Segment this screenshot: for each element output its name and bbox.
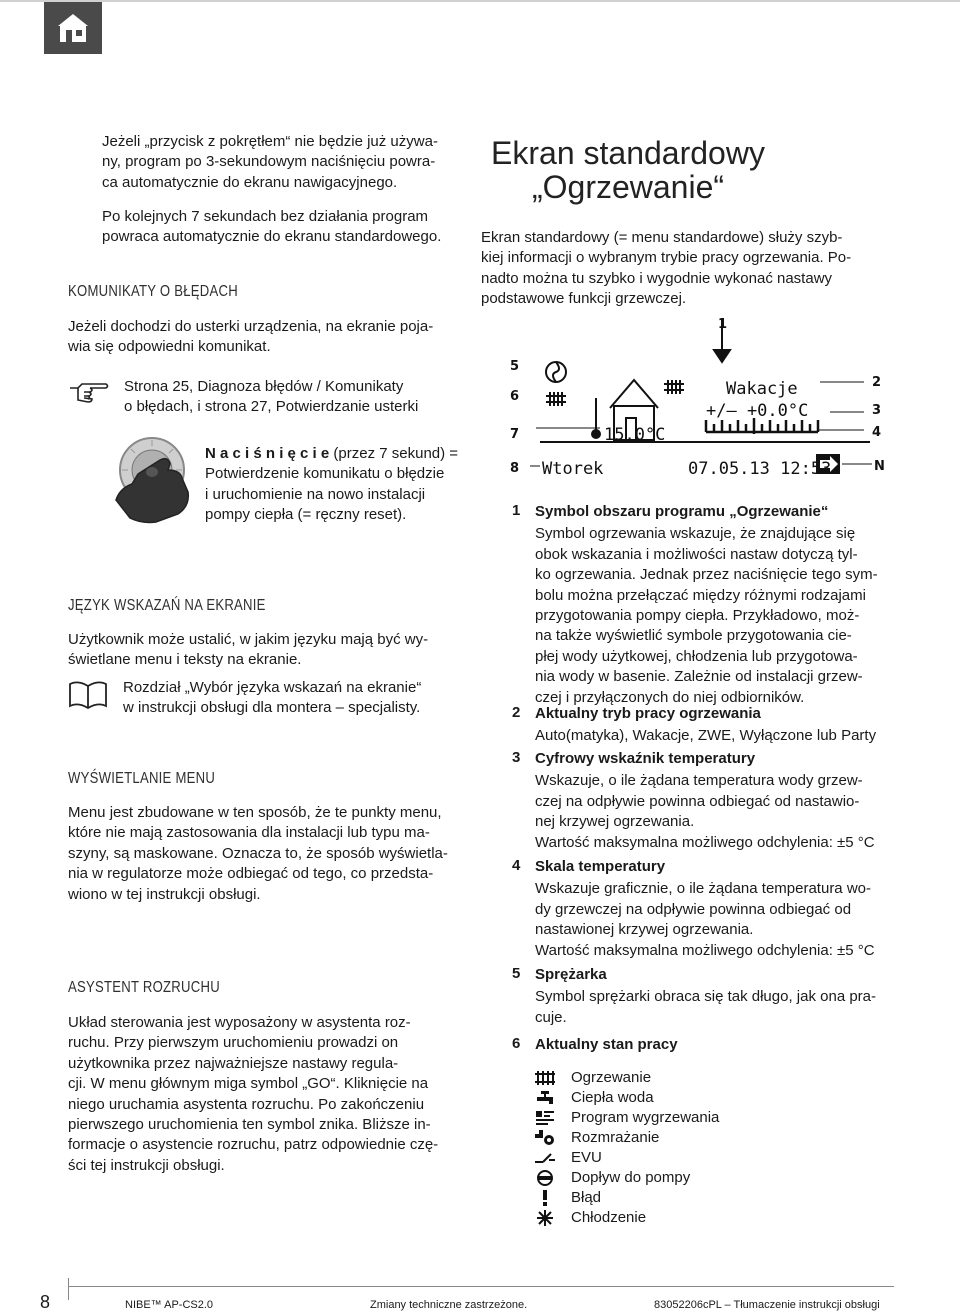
standard-screen-diagram [500, 312, 900, 488]
exclamation-icon [535, 1190, 555, 1206]
book-paragraph [123, 678, 460, 719]
press-first-line [205, 444, 460, 464]
footer-note: Zmiany techniczne zastrzeżone. [370, 1299, 528, 1311]
pointing-hand-icon [68, 380, 110, 406]
text-line: Auto(matyka), Wakacje, ZWE, Wyłączone lub Party [535, 727, 877, 745]
item-6-number: 6 [512, 1035, 521, 1052]
text-line: bolu można przełączać między różnymi rodzajami [535, 586, 866, 604]
item-4 [535, 857, 895, 961]
legend-label: Chłodzenie [571, 1209, 647, 1226]
legend-row-heating-program [535, 1108, 795, 1128]
press-paragraph [205, 444, 460, 526]
text-line: ko ogrzewania. Jednak przez naciśnięcie tego sym- [535, 566, 878, 584]
text-line: Wartość maksymalna możliwego odchylenia: ±5 °C [535, 941, 875, 959]
text-line: w instrukcji obsługi dla montera – specjalisty. [123, 699, 421, 717]
text-line: nia w regulatorze może odbiegać od tego, co przedsta- [68, 865, 434, 883]
errors-heading: KOMUNIKATY O BŁĘDACH [68, 283, 238, 300]
text-line: kiej informacji o wybranym trybie pracy ogrzewania. Po- [481, 249, 852, 267]
legend-row-hot-water [535, 1088, 795, 1108]
text-line: ruchu. Przy pierwszym uruchomieniu prowadzi on [68, 1034, 399, 1052]
text-line: użytkownika przez najważniejsze nastawy regula- [68, 1054, 399, 1072]
legend-label: Błąd [571, 1189, 602, 1206]
legend-label: Dopływ do pompy [571, 1169, 691, 1186]
legend-row-error [535, 1188, 795, 1208]
text-line: cuje. [535, 1008, 567, 1026]
text-line: Jeżeli „przycisk z pokrętłem“ nie będzie już używa- [102, 133, 438, 150]
text-line: dy grzewczej na odpływie powinna odbiegać od [535, 900, 852, 918]
callout-8: 8 [510, 461, 520, 476]
text-line: ści tej instrukcji obsługi. [68, 1156, 225, 1174]
temp-text: 15.0°C [604, 425, 666, 445]
defrost-icon [535, 1130, 555, 1146]
item-4-title: Skala temperatury [535, 858, 666, 875]
text-line: na także wyświetlić symbole przygotowania cie- [535, 627, 852, 645]
item-6 [535, 1035, 895, 1055]
language-paragraph [68, 630, 460, 671]
legend-row-cooling [535, 1208, 795, 1228]
text-line: szyny, są maskowane. Oznacza to, że sposób wyświetla- [68, 844, 448, 862]
title-line-2: „Ogrzewanie“ [531, 169, 725, 205]
legend-row-evu [535, 1148, 795, 1168]
text-line: płej wody użytkowej, chłodzenia lub przygotowa- [535, 647, 858, 665]
header-house-icon [44, 0, 102, 54]
callout-3: 3 [872, 403, 882, 418]
heating-program-icon [535, 1110, 555, 1126]
text-line: nia wody w basenie. Zależnie od instalacji grzew- [535, 668, 863, 686]
text-line: czej na odpływie powinna odbiegać od nastawio- [535, 792, 860, 810]
right-intro-paragraph [481, 228, 893, 310]
callout-n: N [874, 459, 885, 474]
book-icon [68, 680, 108, 710]
section-title [428, 136, 828, 204]
text-line: Menu jest zbudowane w ten sposób, że te punkty menu, [68, 804, 442, 821]
item-5-title: Sprężarka [535, 966, 607, 983]
text-line: Wskazuje graficznie, o ile żądana temperatura wo- [535, 880, 871, 898]
item-4-number: 4 [512, 857, 521, 874]
text-line: o błędach, i strona 27, Potwierdzanie usterki [124, 398, 419, 416]
text-line: cji. W menu głównym miga symbol „GO“. Kliknięcie na [68, 1075, 429, 1093]
menu-heading: WYŚWIETLANIE MENU [68, 770, 216, 787]
text-line: podstawowe funkcji grzewczej. [481, 290, 687, 308]
footer-product: NIBE™ AP-CS2.0 [125, 1299, 214, 1311]
press-word: N a c i ś n i ę c i e [205, 445, 330, 462]
text-line: Ekran standardowy (= menu standardowe) służy szyb- [481, 229, 843, 246]
text-line: niego uruchamia asystenta rozruchu. Po zakończeniu [68, 1095, 425, 1113]
item-1-title: Symbol obszaru programu „Ogrzewanie“ [535, 503, 829, 520]
timeout-paragraph [102, 207, 458, 248]
text-line: Użytkownik może ustalić, w jakim języku mają być wy- [68, 631, 429, 648]
title-line-1: Ekran standardowy [491, 135, 765, 171]
assistant-paragraph [68, 1013, 460, 1176]
text-line: Strona 25, Diagnoza błędów / Komunikaty [124, 378, 404, 395]
footer-rule [68, 1286, 894, 1287]
radiator-icon [535, 1070, 555, 1086]
footer-tick [68, 1278, 69, 1300]
item-1 [535, 502, 895, 708]
text-line: formacje o asystencie rozruchu, patrz odpowiednie czę- [68, 1136, 439, 1154]
evu-icon [535, 1150, 555, 1166]
header-rule [0, 0, 960, 2]
item-3-number: 3 [512, 749, 521, 766]
reference-paragraph [124, 377, 464, 418]
text-line: wia się odpowiedni komunikat. [68, 338, 271, 356]
text-line: Rozdział „Wybór języka wskazań na ekranie“ [123, 679, 422, 696]
text-line: powraca automatycznie do ekranu standardowego. [102, 228, 442, 246]
item-6-title: Aktualny stan pracy [535, 1036, 678, 1053]
item-5 [535, 965, 895, 1028]
item-3-title: Cyfrowy wskaźnik temperatury [535, 750, 756, 767]
item-2-title: Aktualny tryb pracy ogrzewania [535, 705, 761, 722]
legend-label: Ogrzewanie [571, 1069, 652, 1086]
text-line: nastawionej krzywej ogrzewania. [535, 921, 754, 939]
text-line: Symbol ogrzewania wskazuje, że znajdujące się [535, 525, 856, 543]
legend-row-defrost [535, 1128, 795, 1148]
text-line: które nie mają zastosowania dla instalacji lub typu ma- [68, 824, 430, 842]
snowflake-icon [535, 1210, 555, 1226]
callout-7: 7 [510, 427, 520, 442]
text-line: nadto można tu szybko i wygodnie wykonać nastawy [481, 269, 833, 287]
legend-row-heating [535, 1068, 795, 1088]
offset-text: +/– +0.0°C [706, 401, 809, 421]
errors-paragraph [68, 317, 460, 358]
text-line: Wartość maksymalna możliwego odchylenia: ±5 °C [535, 833, 875, 851]
text-line: obok wskazania i możliwości nastaw dotyczą tyl- [535, 545, 858, 563]
text-line: ca automatycznie do ekranu nawigacyjnego. [102, 173, 398, 191]
page-number: 8 [40, 1292, 51, 1312]
tap-icon [535, 1090, 555, 1106]
item-5-number: 5 [512, 965, 521, 982]
datetime-text: 07.05.13 12:53 [688, 459, 832, 479]
menu-paragraph [68, 803, 460, 905]
text-line: nej krzywej ogrzewania. [535, 813, 695, 831]
footer-doc: 83052206cPL – Tłumaczenie instrukcji obsługi [654, 1299, 880, 1311]
text-line: pierwszego uruchomienia ten symbol znika. Bliższe in- [68, 1116, 431, 1134]
callout-5: 5 [510, 359, 520, 374]
assistant-heading: ASYSTENT ROZRUCHU [68, 979, 220, 996]
language-heading: JĘZYK WSKAZAŃ NA EKRANIE [68, 597, 266, 614]
text-line: ny, program po 3-sekundowym naciśnięciu powra- [102, 153, 436, 171]
text-line: Potwierdzenie komunikatu o błędzie [205, 465, 445, 483]
text-line: Układ sterowania jest wyposażony w asystenta roz- [68, 1014, 411, 1031]
text-line: Wskazuje, o ile żądana temperatura wody grzew- [535, 772, 863, 790]
text-line: Symbol sprężarki obraca się tak długo, jak ona pra- [535, 988, 877, 1006]
intro-paragraph [102, 132, 458, 193]
item-2 [535, 704, 895, 747]
text-line: Jeżeli dochodzi do usterki urządzenia, na ekranie poja- [68, 318, 434, 335]
callout-1: 1 [718, 317, 728, 332]
legend-label: Program wygrzewania [571, 1109, 720, 1126]
text-line: świetlane menu i teksty na ekranie. [68, 651, 302, 669]
legend-label: Rozmrażanie [571, 1129, 660, 1146]
callout-4: 4 [872, 425, 882, 440]
text-line: przygotowania pompy ciepła. Przykładowo, moż- [535, 607, 860, 625]
legend-row-pump-inflow [535, 1168, 795, 1188]
text-line: czej i przyłączonych do niej odbiorników. [535, 688, 805, 706]
mode-text: Wakacje [726, 379, 798, 399]
legend-label: EVU [571, 1149, 602, 1166]
legend-label: Ciepła woda [571, 1089, 654, 1106]
text-line: Po kolejnych 7 sekundach bez działania program [102, 208, 429, 225]
item-1-number: 1 [512, 502, 521, 519]
text-line: wiono w tej instrukcji obsługi. [68, 885, 261, 903]
callout-2: 2 [872, 375, 882, 390]
text-line: pompy ciepła (= ręczny reset). [205, 506, 407, 524]
knob-press-icon [108, 430, 204, 526]
day-text: Wtorek [542, 459, 604, 479]
callout-6: 6 [510, 389, 520, 404]
text-line: i uruchomienie na nowo instalacji [205, 485, 426, 503]
press-rest: (przez 7 sekund) = [329, 445, 459, 462]
item-3 [535, 749, 895, 853]
item-2-number: 2 [512, 704, 521, 721]
pump-inflow-icon [535, 1170, 555, 1186]
